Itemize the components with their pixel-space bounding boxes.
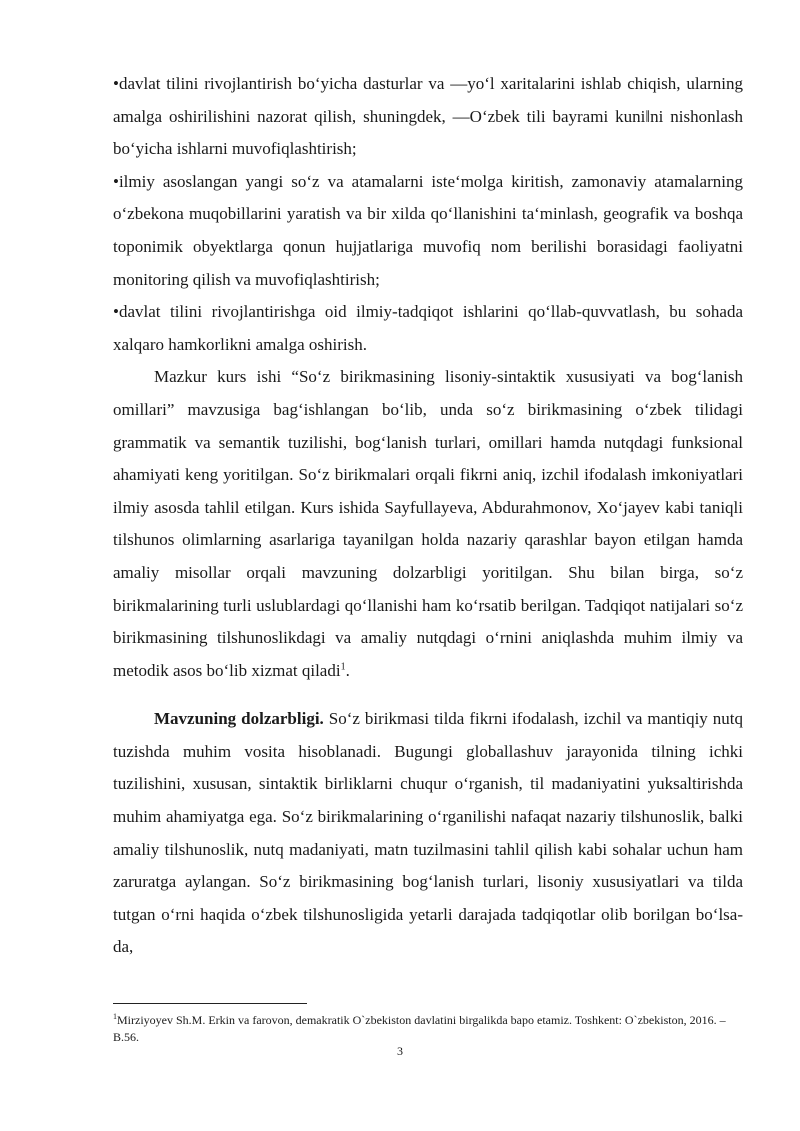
relevance-paragraph-text: So‘z birikmasi tilda fikrni ifodalash, izchil va mantiqiy nutq tuzishda muhim vosita hisoblanadi. Bugungi globallashuv jarayonida tilning ichki tuzilishini, xususan, sintaktik birliklarni chuqur o‘rganish, til madaniyatini yuksaltirishda muhim ahamiyatga ega. So‘z birikmalarining o‘rganilishi nafaqat nazariy tilshunoslik, balki amaliy tilshunoslik, nutq madaniyati, matn tuzilmasini tahlil qilish kabi sohalar uchun ham zaruratga aylangan. So‘z birikmasining bog‘lanish turlari, lisoniy xususiyatlari va tilda tutgan o‘rni haqida o‘zbek tilshunosligida yetarli darajada tadqiqotlar olib borilgan bo‘lsa-da, <box>113 709 744 957</box>
footnote-divider <box>113 1003 307 1004</box>
intro-paragraph-text: Mazkur kurs ishi “So‘z birikmasining lisoniy-sintaktik xususiyati va bog‘lanish omillari” mavzusiga bag‘ishlangan bo‘lib, unda so‘z birikmasining o‘zbek tilidagi grammatik va semantik tuzilishi, bog‘lanish turlari, omillari hamda nutqdagi funksional ahamiyati keng yoritilgan. So‘z birikmalari orqali fikrni aniq, izchil ifodalash imkoniyatlari ilmiy asosda tahlil etilgan. Kurs ishida Sayfullayeva, Abdurahmonov, Xo‘jayev kabi taniqli tilshunos olimlarning asarlariga tayanilgan holda nazariy qarashlar bayon etilgan hamda amaliy misollar orqali mavzuning dolzarbligi yoritilgan. Shu bilan birga, so‘z birikmalarining turli uslublardagi qo‘llanishi ham ko‘rsatib berilgan. Tadqiqot natijalari so‘z birikmasining tilshunoslikdagi va amaliy nutqdagi o‘rnini aniqlashda muhim ilmiy va metodik asos bo‘lib xizmat qiladi <box>113 367 743 680</box>
page-number: 3 <box>397 1044 403 1058</box>
page-body <box>113 68 743 964</box>
relevance-heading: Mavzuning dolzarbligi. <box>154 709 324 729</box>
footnote-marker: 1 <box>113 1012 117 1021</box>
intro-paragraph-end: . <box>345 660 350 680</box>
footnote <box>113 1012 733 1046</box>
bullet-paragraph-2: •ilmiy asoslangan yangi so‘z va atamalarni iste‘molga kiritish, zamonaviy atamalarning o‘zbekona muqobillarini yaratish va bir xilda qo‘llanishini ta‘minlash, geografik va boshqa toponimik obyektlarga qonun hujjatlariga muvofiq nom berilishi borasidagi faoliyatni monitoring qilish va muvofiqlashtirish; <box>113 171 743 289</box>
footnote-reference[interactable]: 1 <box>340 661 346 673</box>
relevance-paragraph <box>113 703 743 964</box>
footnote-text: Mirziyoyev Sh.M. Erkin va farovon, demakratik O`zbekiston davlatini birgalikda bapo etamiz. Toshkent: O`zbekiston, 2016. – B.56. <box>113 1013 726 1044</box>
bullet-paragraph-1: •davlat tilini rivojlantirish bo‘yicha dasturlar va ―yo‘l xaritalarini ishlab chiqish, ularning amalga oshirilishini nazorat qilish, shuningdek, ―O‘zbek tili bayrami kuni‖ni nishonlash bo‘yicha ishlarni muvofiqlashtirish; <box>113 74 743 159</box>
bullet-paragraph-3: •davlat tilini rivojlantirishga oid ilmiy-tadqiqot ishlarini qo‘llab-quvvatlash, bu sohada xalqaro hamkorlikni amalga oshirish. <box>113 302 743 354</box>
intro-paragraph <box>113 361 743 687</box>
